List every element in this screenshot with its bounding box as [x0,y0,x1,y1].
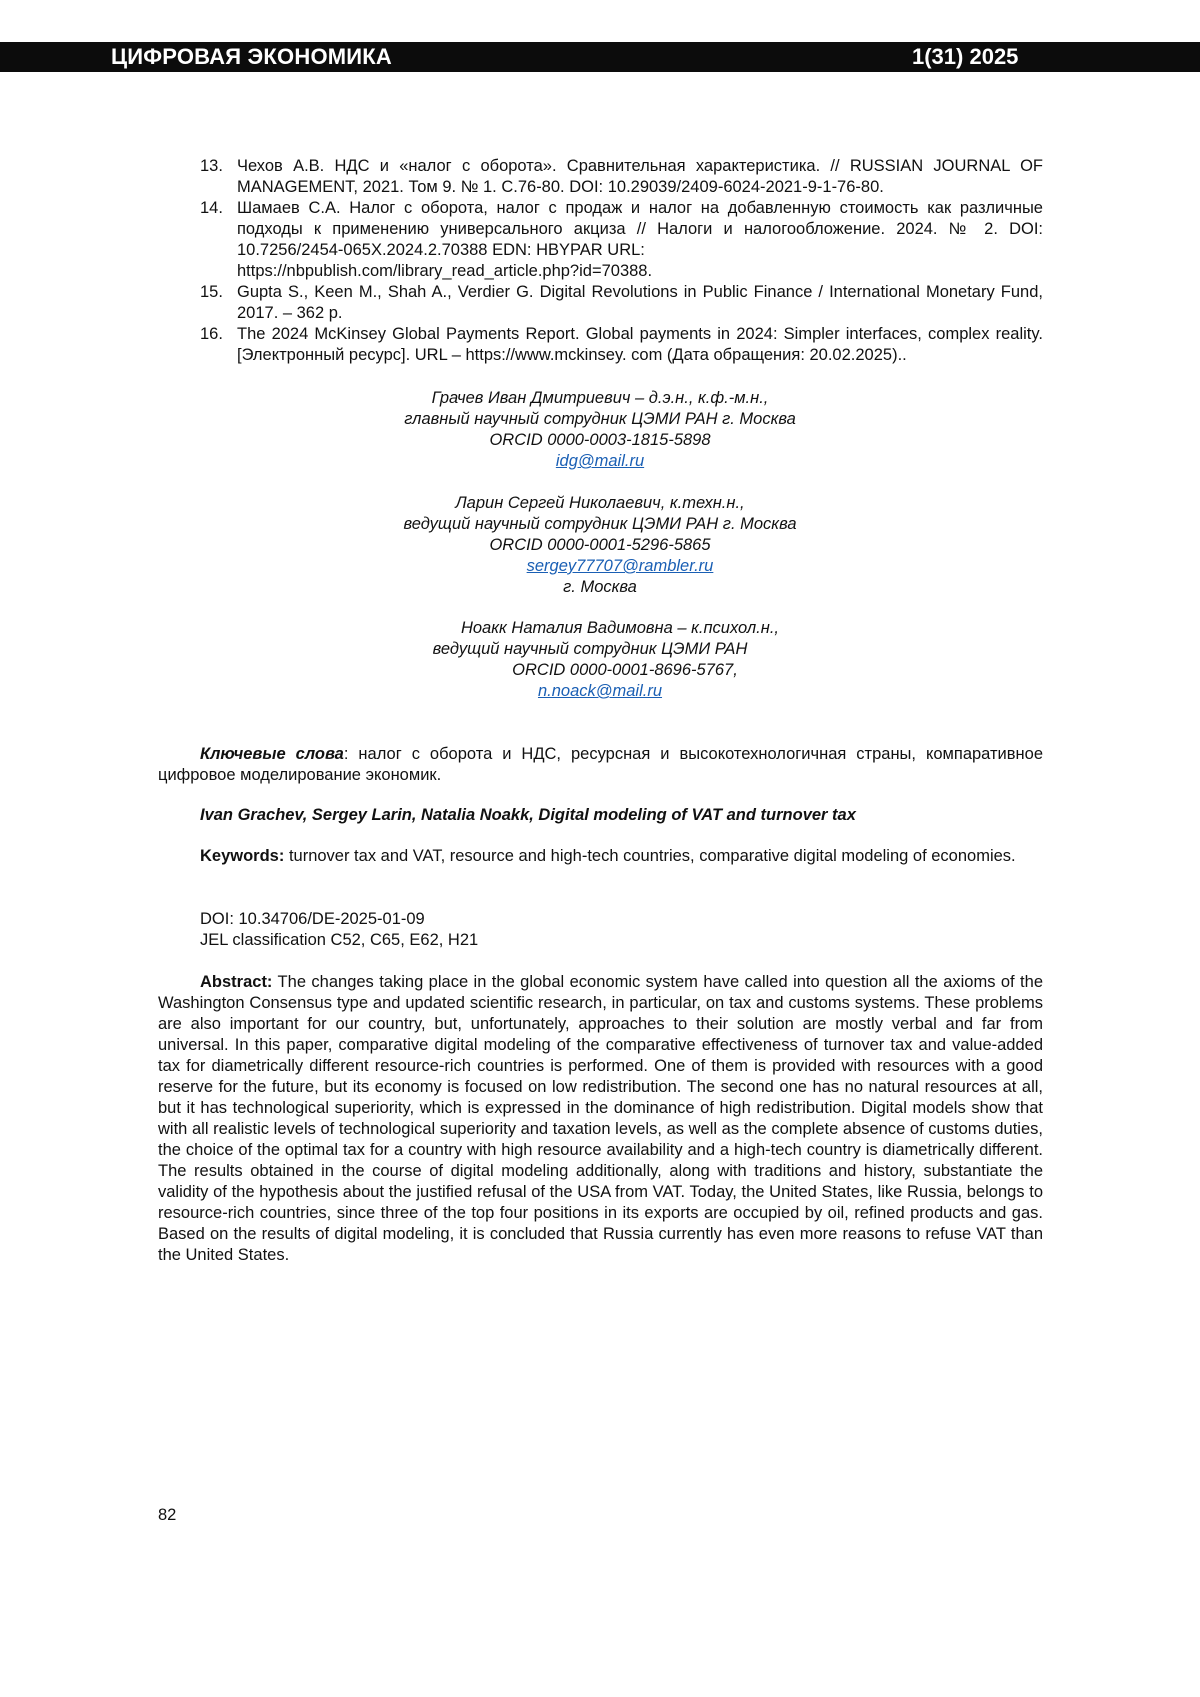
keywords-ru-text: : налог с оборота и НДС, ресурсная и высокотехнологичная страны, компаративное цифровое моделирование экономик. [158,745,1043,784]
author-orcid: ORCID 0000-0003-1815-5898 [280,430,920,451]
author-name: Ларин Сергей Николаевич, к.техн.н., [280,493,920,514]
keywords-en-text: turnover tax and VAT, resource and high-tech countries, comparative digital modeling of economies. [284,847,1015,865]
reference-text: Шамаев С.А. Налог с оборота, налог с продаж и налог на добавленную стоимость как различные подходы к применению универсального акциза // Налоги и налогообложение. 2024. № 2. DOI: 10.7256/2454-065X.2024.2.70388 EDN: HBYPAR URL: [237,199,1043,259]
author-block [280,618,920,702]
page-number: 82 [158,1505,176,1526]
reference-list [200,156,1043,366]
author-orcid: ORCID 0000-0001-5296-5865 [280,535,920,556]
abstract-label: Abstract: [200,973,272,991]
reference-text: Чехов А.В. НДС и «налог с оборота». Сравнительная характеристика. // RUSSIAN JOURNAL OF MANAGEMENT, 2021. Том 9. № 1. С.76-80. DOI: 10.29039/2409-6024-2021-9-1-76-80. [237,157,1043,196]
doi-jel [200,909,1043,951]
jel-classification: JEL classification C52, C65, E62, H21 [200,930,1043,951]
author-position: ведущий научный сотрудник ЦЭМИ РАН г. Москва [280,514,920,535]
doi: DOI: 10.34706/DE-2025-01-09 [200,909,1043,930]
abstract-text: The changes taking place in the global economic system have called into question all the axioms of the Washington Consensus type and updated scientific research, in particular, on tax and customs systems. These problems are also important for our country, but, unfortunately, approaches to their solution are mostly verbal and far from universal. In this paper, comparative digital modeling of the comparative effectiveness of turnover tax and value-added tax for diametrically different resource-rich countries is performed. One of them is provided with resources with a good reserve for the future, but its economy is focused on low redistribution. The second one has no natural resources at all, but it has technological superiority, which is expressed in the dominance of high redistribution. Digital models show that with all realistic levels of technological superiority and taxation levels, as well as the complete absence of customs duties, the choice of the optimal tax for a country with high resource availability and a high-tech country is diametrically different. The results obtained in the course of digital modeling additionally, along with traditions and history, substantiate the validity of the hypothesis about the justified refusal of the USA from VAT. Today, the United States, like Russia, belongs to resource-rich countries, since three of the top four positions in its exports are occupied by oil, refined products and gas. Based on the results of digital modeling, it is concluded that Russia currently has even more reasons to refuse VAT than the United States. [158,973,1043,1264]
keywords-en-label: Keywords: [200,847,284,865]
reference-number: 16. [200,324,223,345]
journal-title: ЦИФРОВАЯ ЭКОНОМИКА [111,43,392,71]
reference-text: The 2024 McKinsey Global Payments Report. Global payments in 2024: Simpler interfaces, complex reality. [Электронный ресурс]. URL – https://www.mckinsey. com (Дата обращения: 20.02.2025).. [237,325,1043,364]
reference-number: 13. [200,156,223,177]
reference-item [200,198,1043,282]
author-position: ведущий научный сотрудник ЦЭМИ РАН [280,639,920,660]
reference-number: 14. [200,198,223,219]
author-city: г. Москва [280,577,920,598]
reference-url: https://nbpublish.com/library_read_article.php?id=70388. [237,262,652,280]
keywords-ru-label: Ключевые слова [200,745,344,763]
keywords-ru [158,744,1043,786]
author-name: Грачев Иван Дмитриевич – д.э.н., к.ф.-м.н., [280,388,920,409]
author-orcid: ORCID 0000-0001-8696-5767, [280,660,920,681]
reference-item [200,156,1043,198]
author-email-link[interactable]: sergey77707@rambler.ru [527,557,714,575]
reference-item [200,282,1043,324]
author-position: главный научный сотрудник ЦЭМИ РАН г. Москва [280,409,920,430]
english-title: Ivan Grachev, Sergey Larin, Natalia Noakk, Digital modeling of VAT and turnover tax [200,805,1043,826]
abstract [158,972,1043,1266]
author-email-link[interactable]: n.noack@mail.ru [538,682,662,700]
journal-header-bar [0,42,1200,72]
reference-number: 15. [200,282,223,303]
author-block [280,493,920,598]
author-block [280,388,920,472]
author-name: Ноакк Наталия Вадимовна – к.психол.н., [280,618,920,639]
reference-item [200,324,1043,366]
keywords-en [158,846,1043,867]
reference-text: Gupta S., Keen M., Shah A., Verdier G. Digital Revolutions in Public Finance / International Monetary Fund, 2017. – 362 p. [237,283,1043,322]
author-email-link[interactable]: idg@mail.ru [556,452,644,470]
issue-number: 1(31) 2025 [912,43,1018,71]
